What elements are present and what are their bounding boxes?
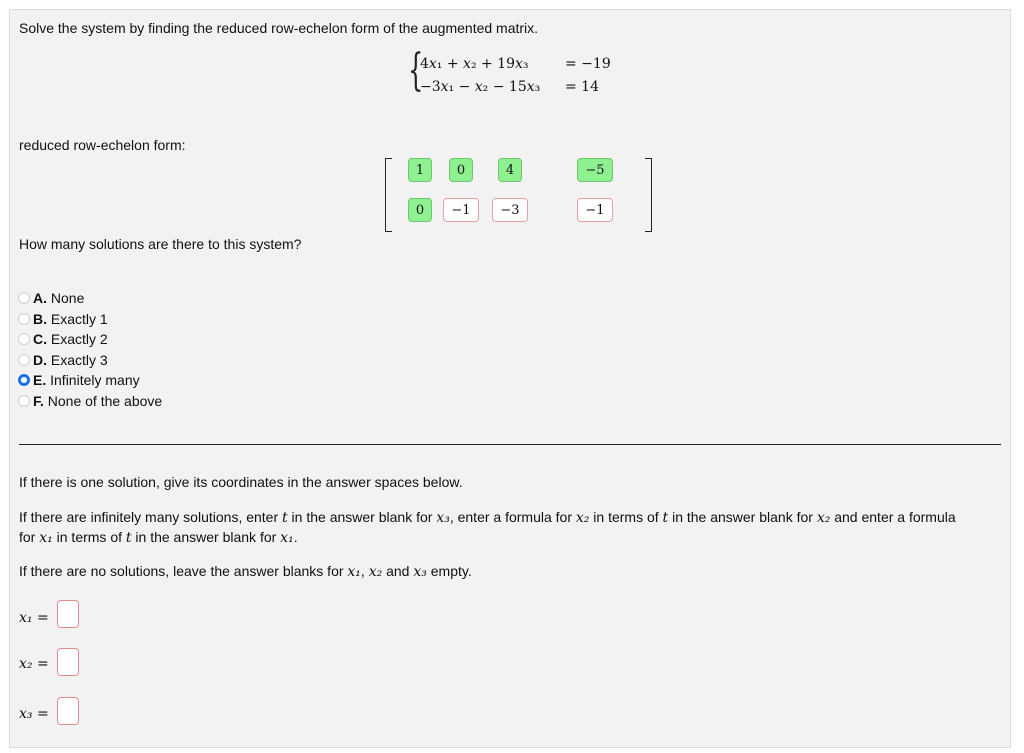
rref-cell-r1c2[interactable]: 0 bbox=[449, 158, 473, 182]
rref-cell-r1c3[interactable]: 4 bbox=[498, 158, 522, 182]
option-b-label[interactable]: B. Exactly 1 bbox=[33, 311, 108, 327]
system-row1-rhs: = −19 bbox=[565, 56, 611, 72]
x2-label: 𝑥₂ = bbox=[19, 656, 49, 672]
rref-cell-r2c4[interactable]: −1 bbox=[577, 198, 613, 222]
radio-option-d[interactable] bbox=[18, 354, 30, 366]
instruction-no-solution: If there are no solutions, leave the answer blanks for 𝑥₁, 𝑥₂ and 𝑥₃ empty. bbox=[19, 563, 472, 580]
rref-cell-r2c1[interactable]: 0 bbox=[408, 198, 432, 222]
option-f-label[interactable]: F. None of the above bbox=[33, 393, 163, 409]
rref-cell-r2c3[interactable]: −3 bbox=[492, 198, 528, 222]
option-d-label[interactable]: D. Exactly 3 bbox=[33, 352, 108, 368]
instruction-one-solution: If there is one solution, give its coordinates in the answer spaces below. bbox=[19, 474, 463, 490]
radio-option-c[interactable] bbox=[18, 333, 30, 345]
question-prompt: Solve the system by finding the reduced row-echelon form of the augmented matrix. bbox=[19, 20, 539, 36]
radio-option-a[interactable] bbox=[18, 292, 30, 304]
radio-option-b[interactable] bbox=[18, 313, 30, 325]
radio-option-f[interactable] bbox=[18, 395, 30, 407]
instruction-infinite-line1: If there are infinitely many solutions, enter t in the answer blank for 𝑥₃, enter a formula for 𝑥₂ in terms of t in the answer blank for 𝑥₂ and enter a formula bbox=[19, 509, 956, 526]
rref-cell-r2c2[interactable]: −1 bbox=[443, 198, 479, 222]
system-row2-lhs: −3𝑥₁ − 𝑥₂ − 15𝑥₃ bbox=[420, 79, 541, 95]
matrix-right-bracket bbox=[645, 158, 652, 232]
section-divider bbox=[19, 444, 1001, 445]
option-e-label[interactable]: E. Infinitely many bbox=[33, 372, 140, 388]
radio-option-e-selected[interactable] bbox=[18, 374, 30, 386]
system-brace: { bbox=[408, 45, 424, 96]
matrix-left-bracket bbox=[385, 158, 392, 232]
rref-cell-r1c1[interactable]: 1 bbox=[408, 158, 432, 182]
question-panel bbox=[9, 9, 1011, 748]
x3-answer-input[interactable] bbox=[57, 697, 79, 725]
system-row2-rhs: = 14 bbox=[565, 79, 599, 95]
rref-label: reduced row-echelon form: bbox=[19, 137, 186, 153]
x2-answer-input[interactable] bbox=[57, 648, 79, 676]
system-row1-lhs: 4𝑥₁ + 𝑥₂ + 19𝑥₃ bbox=[420, 56, 529, 72]
x1-label: 𝑥₁ = bbox=[19, 610, 49, 626]
rref-cell-r1c4[interactable]: −5 bbox=[577, 158, 613, 182]
option-c-label[interactable]: C. Exactly 2 bbox=[33, 331, 108, 347]
solutions-question: How many solutions are there to this system? bbox=[19, 236, 302, 252]
option-a-label[interactable]: A. None bbox=[33, 290, 85, 306]
x1-answer-input[interactable] bbox=[57, 600, 79, 628]
x3-label: 𝑥₃ = bbox=[19, 706, 49, 722]
instruction-infinite-line2: for 𝑥₁ in terms of t in the answer blank for 𝑥₁. bbox=[19, 529, 298, 546]
